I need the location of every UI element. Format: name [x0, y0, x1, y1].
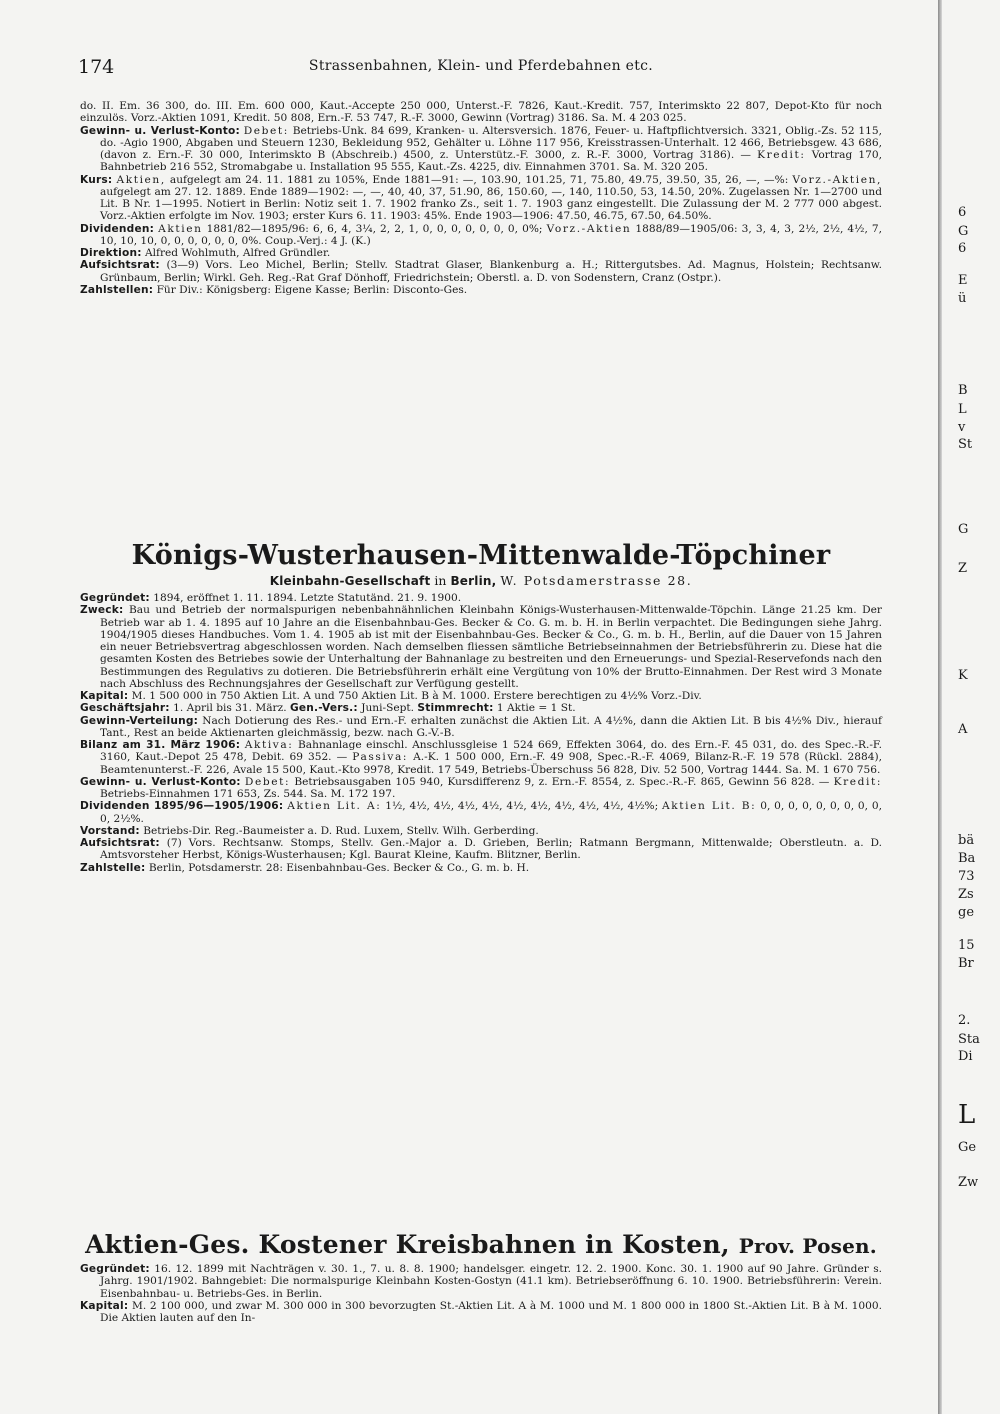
margin-fragment: ge: [958, 905, 975, 920]
margin-fragment: ü: [958, 291, 967, 306]
margin-fragment: L: [958, 402, 967, 417]
margin-fragment: A: [958, 722, 968, 737]
section-previous-company: [80, 100, 882, 296]
margin-fragment: 15: [958, 938, 975, 953]
zweck-entry: Zweck: Bau und Betrieb der normalspurigen nebenbahnähnlichen Kleinbahn Königs-Wusterhausen-Mittenwalde-Töpchin. Länge 21.25 km. Der Betrieb war ab 1. 4. 1895 auf 10 Jahre an die Eisenbahnbau-Ges. Becker & Co. G. m. b. H. in Berlin verpachtet. Die Bedingungen siehe Jahrg. 1904/1905 dieses Handbuches. Vom 1. 4. 1905 ab ist mit der Eisenbahnbau-Ges. Becker & Co., G. m. b. H., Berlin, auf die Dauer von 15 Jahren ein neuer Betriebsvertrag abgeschlossen worden. Nach demselben fliessen sämtliche Betriebseinnahmen der Betriebsführerin zu. Diese hat die gesamten Kosten des Betriebes sowie der Unterhaltung der Bahnanlage zu bestreiten und den Erneuerungs- und Spezial-Reservefonds nach den Bestimmungen des Regulativs zu dotieren. Die Betriebsführerin erhält eine Vergütung von 10% der Brutto-Einnahmen. Der Rest wird 3 Monate nach Abschluss des Rechnungsjahres der Gesellschaft zur Verfügung gestellt.: [80, 604, 882, 690]
section-kostener-kreisbahnen: [80, 1230, 882, 1324]
margin-fragment: B: [958, 383, 968, 398]
adjacent-page-edge: [938, 0, 1000, 1414]
margin-fragment: bä: [958, 833, 975, 848]
company-title: Königs-Wusterhausen-Mittenwalde-Töpchiner: [131, 540, 831, 571]
margin-fragment: 73: [958, 869, 975, 884]
margin-fragment: v: [958, 420, 966, 435]
margin-fragment: St: [958, 437, 973, 452]
margin-fragment: Br: [958, 956, 974, 971]
margin-fragment: 2.: [958, 1013, 971, 1028]
profit-loss-entry: Gewinn- u. Verlust-Konto: Debet: Betriebsausgaben 105 940, Kursdifferenz 9, z. Ern.-F. 8554, z. Spec.-R.-F. 865, Gewinn 56 828. — Kredit: Betriebs-Einnahmen 171 653, Zs. 544. Sa. M. 172 197.: [80, 775, 883, 800]
section-koenigs-wusterhausen: [80, 540, 882, 874]
gegruendet-entry: Gegründet: 16. 12. 1899 mit Nachträgen v. 30. 1., 7. u. 8. 8. 1900; handelsger. eingetr. 12. 2. 1900. Konc. 30. 1. 1900 auf 90 Jahre. Gründer s. Jahrg. 1901/1902. Bahngebiet: Die normalspurige Kleinbahn Kosten-Gostyn (41.1 km). Betriebseröffnung 6. 10. 1900. Betriebsführerin: Verein. Eisenbahnbau- u. Betriebs-Ges. in Berlin.: [80, 1263, 882, 1300]
direktion-entry: Direktion: Alfred Wohlmuth, Alfred Gründler.: [80, 247, 331, 259]
page-fold-shadow: [938, 0, 942, 1414]
margin-fragment: 6: [958, 205, 967, 220]
margin-fragment: E: [958, 273, 968, 288]
aufsichtsrat-entry: Aufsichtsrat: (3—9) Vors. Leo Michel, Berlin; Stellv. Stadtrat Glaser, Blankenburg a. H.; Rittergutsbes. Ad. Magnus, Holstein; Rechtsanw. Grünbaum, Berlin; Wirkl. Geh. Reg.-Rat Graf Dönhoff, Friedrichstein; Oberstl. a. D. von Sodenstern, Cranz (Ostpr.).: [80, 259, 882, 284]
gewinn-verteilung-entry: Gewinn-Verteilung: Nach Dotierung des Res.- und Ern.-F. erhalten zunächst die Aktien Lit. A 4½%, dann die Aktien Lit. B bis 4½% Div., hierauf Tant., Rest an beide Aktienarten gleichmässig, bezw. nach G.-V.-B.: [80, 714, 882, 739]
page-number: 174: [78, 56, 115, 78]
bilanz-entry: Bilanz am 31. März 1906: Aktiva: Bahnanlage einschl. Anschlussgleise 1 524 669, Effekten 3064, do. des Ern.-F. 45 031, do. des Spec.-R.-F. 3160, Kaut.-Depot 25 478, Debit. 69 352. — Passiva: A.-K. 1 500 000, Ern.-F. 49 908, Spec.-R.-F. 4069, Bilanz-R.-F. 19 578 (Rückl. 2884), Beamtenunterst.-F. 226, Avale 15 500, Kaut.-Kto 9978, Kredit. 17 549, Betriebs-Überschuss 56 828, Div. 52 500, Vortrag 1444. Sa. M. 1 670 756.: [80, 739, 882, 776]
margin-fragment: Zw: [958, 1175, 979, 1190]
dividenden-entry: Dividenden 1895/96—1905/1906: Aktien Lit. A: 1½, 4½, 4½, 4½, 4½, 4½, 4½, 4½, 4½, 4½, 4½%; Aktien Lit. B: 0, 0, 0, 0, 0, 0, 0, 0, 0, 0, 2½%.: [80, 800, 882, 825]
dividenden-entry: Dividenden: Aktien 1881/82—1895/96: 6, 6, 4, 3¼, 2, 2, 1, 0, 0, 0, 0, 0, 0, 0, 0%; Vorz.-Aktien 1888/89—1905/06: 3, 3, 4, 3, 2½, 2½, 4½, 7, 10, 10, 10, 0, 0, 0, 0, 0, 0, 0%. Coup.-Verj.: 4 J. (K.): [80, 222, 883, 247]
margin-fragment: Sta: [958, 1032, 980, 1047]
kapital-entry: Kapital: M. 2 100 000, und zwar M. 300 000 in 300 bevorzugten St.-Aktien Lit. A à M. 1000 und M. 1 800 000 in 1800 St.-Aktien Lit. B à M. 1000. Die Aktien lauten auf den In-: [80, 1299, 882, 1324]
margin-fragment: Ge: [958, 1140, 977, 1155]
margin-fragment: G: [958, 522, 969, 537]
balance-continuation: do. II. Em. 36 300, do. III. Em. 600 000, Kaut.-Accepte 250 000, Unterst.-F. 7826, Kaut.-Kredit. 757, Interimskto 22 807, Depot-Kto für noch einzulös. Vorz.-Aktien 1091, Kredit. 50 808, Ern.-F. 53 747, R.-F. 3000, Gewinn (Vortrag) 3186. Sa. M. 4 203 025.: [80, 100, 882, 125]
kurs-entry: Kurs: Aktien, aufgelegt am 24. 11. 1881 zu 105%, Ende 1881—91: —, 103.90, 101.25, 71, 75.80, 49.75, 39.50, 35, 26, —, —%: Vorz.-Aktien, aufgelegt am 27. 12. 1889. Ende 1889—1902: —, —, 40, 40, 37, 51.90, 86, 150.60, —, 140, 110.50, 53, 14.50, 20%. Zugelassen Nr. 1—2700 und Lit. B Nr. 1—1995. Notiert in Berlin: Notiz seit 1. 7. 1902 franko Zs., seit 1. 7. 1903 ganz eingestellt. Die Zulassung der M. 2 777 000 abgest. Vorz.-Aktien erfolgte im Nov. 1903; erster Kurs 6. 11. 1903: 45%. Ende 1903—1906: 47.50, 46.75, 67.50, 64.50%.: [80, 173, 882, 223]
margin-fragment: G: [958, 224, 969, 239]
page-header: [78, 56, 884, 80]
zahlstelle-entry: Zahlstelle: Berlin, Potsdamerstr. 28: Eisenbahnbau-Ges. Becker & Co., G. m. b. H.: [80, 861, 530, 874]
margin-fragment: Z: [958, 561, 968, 576]
margin-fragment: 6: [958, 241, 967, 256]
company-subtitle: Kleinbahn-Gesellschaft in Berlin, W. Potsdamerstrasse 28.: [269, 573, 693, 588]
kapital-entry: Kapital: M. 1 500 000 in 750 Aktien Lit. A und 750 Aktien Lit. B à M. 1000. Erstere berechtigen zu 4½% Vorz.-Div.: [80, 690, 702, 702]
running-title: Strassenbahnen, Klein- und Pferdebahnen etc.: [308, 58, 654, 74]
gegruendet-entry: Gegründet: 1894, eröffnet 1. 11. 1894. Letzte Statutänd. 21. 9. 1900.: [80, 592, 462, 604]
margin-fragment: K: [958, 668, 968, 683]
company-title: Aktien-Ges. Kostener Kreisbahnen in Kosten, Prov. Posen.: [85, 1230, 877, 1259]
profit-loss-entry: Gewinn- u. Verlust-Konto: Debet: Betriebs-Unk. 84 699, Kranken- u. Altersversich. 1876, Feuer- u. Haftpflichtversich. 3321, Oblig.-Zs. 52 115, do. -Agio 1900, Abgaben und Steuern 1230, Bekleidung 952, Gehälter u. Löhne 117 956, Kreisstrassen-Unterhalt. 12 466, Betriebsgew. 43 686, (davon z. Ern.-F. 30 000, Interimskto B (Abschreib.) 4500, z. Unterstütz.-F. 3000, z. R.-F. 3000, Vortrag 3186). — Kredit: Vortrag 170, Bahnbetrieb 216 552, Stromabgabe u. Installation 95 555, Kaut.-Zs. 4225, div. Einnahmen 3701. Sa. M. 320 205.: [80, 124, 882, 174]
margin-fragment: Ba: [958, 851, 976, 866]
margin-fragment: Zs: [958, 887, 974, 902]
margin-fragment: L: [958, 1100, 976, 1130]
vorstand-entry: Vorstand: Betriebs-Dir. Reg.-Baumeister a. D. Rud. Luxem, Stellv. Wilh. Gerberding.: [80, 824, 539, 837]
aufsichtsrat-entry: Aufsichtsrat: (7) Vors. Rechtsanw. Stomps, Stellv. Gen.-Major a. D. Grieben, Berlin; Ratmann Bergmann, Mittenwalde; Oberstleutn. a. D. Amtsvorsteher Herbst, Königs-Wusterhausen; Kgl. Baurat Kleine, Kaufm. Blitzner, Berlin.: [80, 837, 882, 862]
zahlstellen-entry: Zahlstellen: Für Div.: Königsberg: Eigene Kasse; Berlin: Disconto-Ges.: [80, 283, 468, 296]
margin-fragment: Di: [958, 1049, 973, 1064]
geschaeftsjahr-entry: Geschäftsjahr: 1. April bis 31. März. Gen.-Vers.: Juni-Sept. Stimmrecht: 1 Aktie = 1 St.: [80, 702, 576, 715]
